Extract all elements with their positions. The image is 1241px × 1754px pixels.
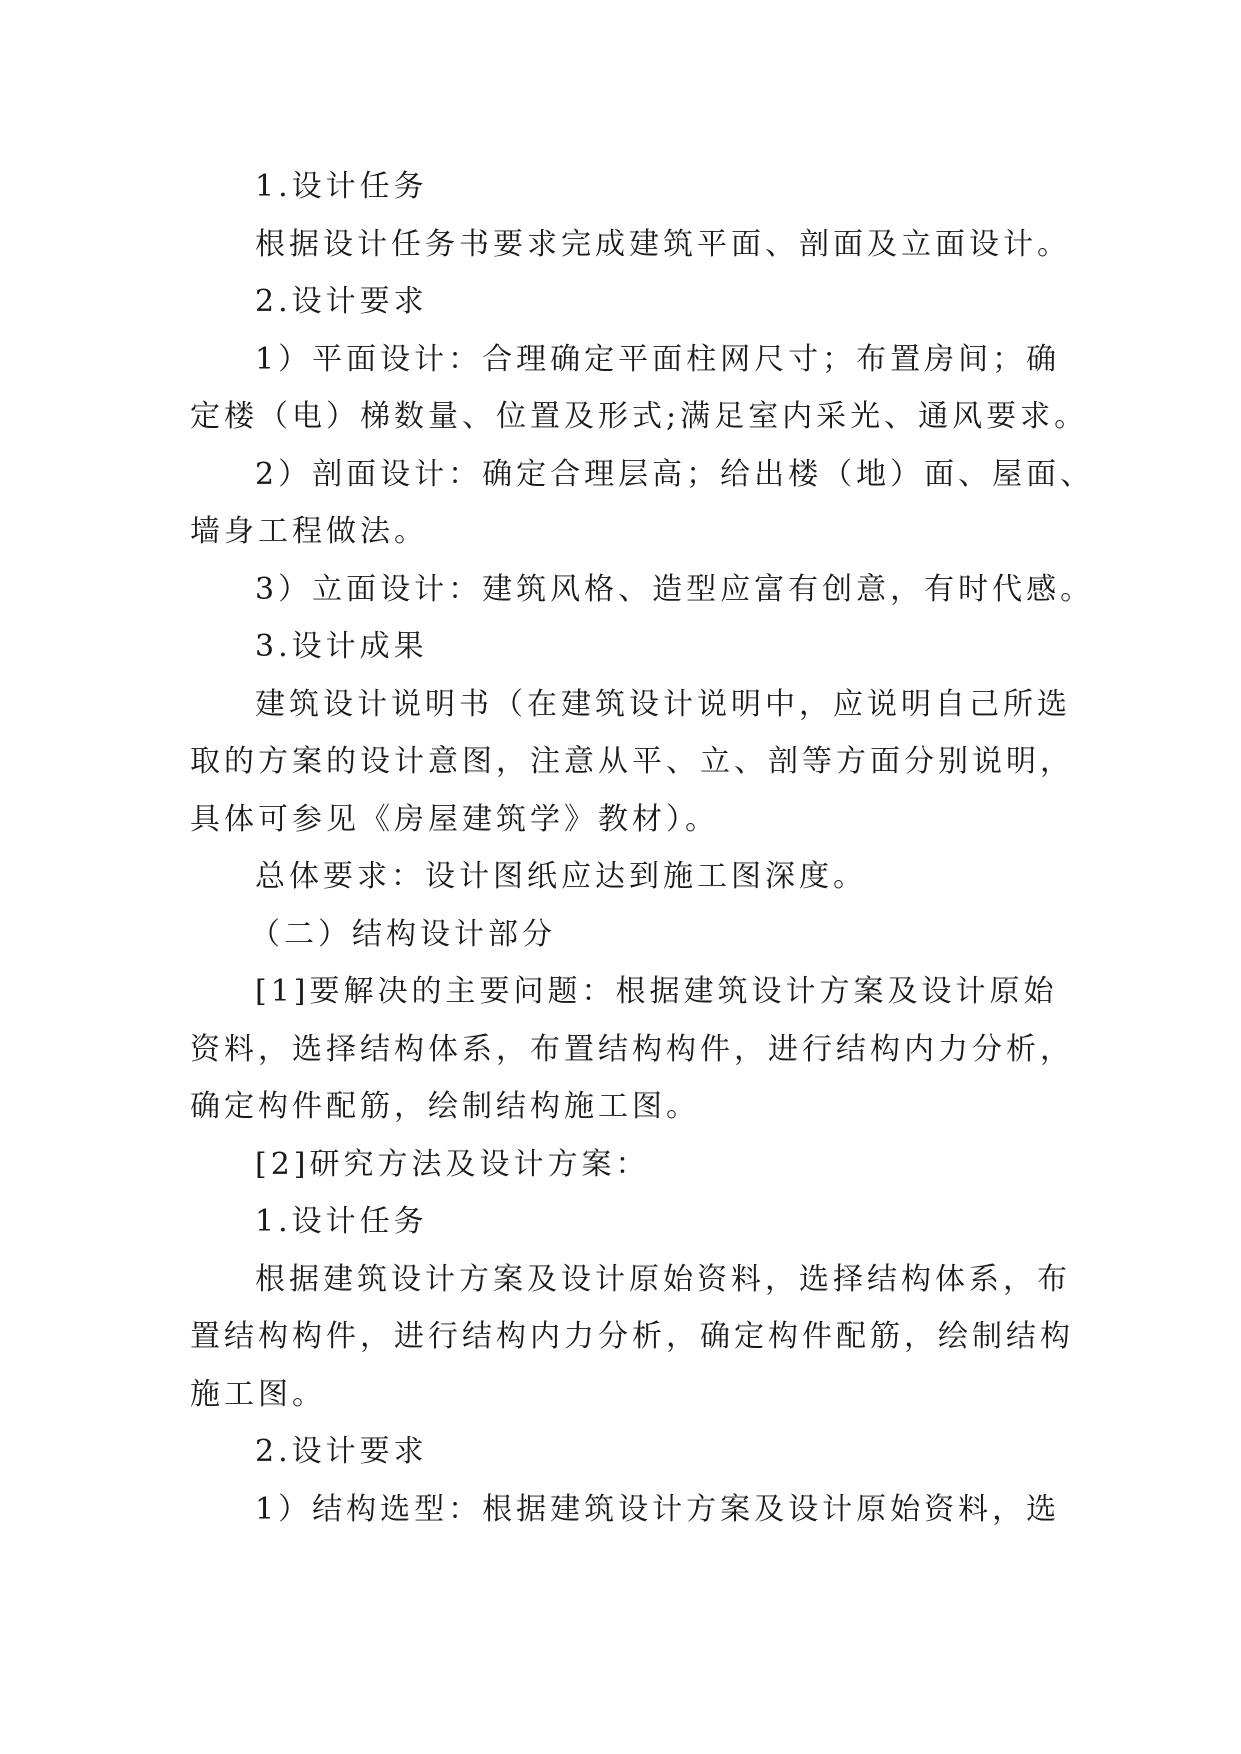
paragraph-line: 资料，选择结构体系，布置结构构件，进行结构内力分析， bbox=[190, 1031, 1074, 1067]
paragraph-line: 定楼（电）梯数量、位置及形式;满足室内采光、通风要求。 bbox=[190, 399, 1089, 434]
paragraph-line: 总体要求：设计图纸应达到施工图深度。 bbox=[255, 859, 867, 894]
document-body bbox=[190, 158, 1095, 1538]
paragraph-line: 1）结构选型：根据建筑设计方案及设计原始资料，选 bbox=[255, 1491, 1061, 1527]
paragraph-line: 1）平面设计：合理确定平面柱网尺寸；布置房间；确 bbox=[255, 341, 1061, 377]
section-heading-design-requirements: 2.设计要求 bbox=[255, 284, 428, 319]
section-heading-design-requirements: 2.设计要求 bbox=[255, 1434, 428, 1469]
paragraph-line: 施工图。 bbox=[190, 1376, 326, 1412]
paragraph-line: [2]研究方法及设计方案： bbox=[255, 1146, 650, 1182]
section-heading-structural-design: （二）结构设计部分 bbox=[250, 916, 556, 952]
paragraph-line: 具体可参见《房屋建筑学》教材）。 bbox=[190, 801, 719, 837]
paragraph-line: 根据建筑设计方案及设计原始资料，选择结构体系，布 bbox=[255, 1261, 1071, 1297]
paragraph-line: 根据设计任务书要求完成建筑平面、剖面及立面设计。 bbox=[255, 226, 1071, 262]
paragraph-line: [1]要解决的主要问题：根据建筑设计方案及设计原始 bbox=[255, 974, 1058, 1009]
paragraph-line: 墙身工程做法。 bbox=[190, 514, 428, 549]
section-heading-design-task: 1.设计任务 bbox=[255, 1204, 428, 1239]
paragraph-line: 确定构件配筋，绘制结构施工图。 bbox=[190, 1089, 700, 1124]
paragraph-line: 取的方案的设计意图，注意从平、立、剖等方面分别说明， bbox=[190, 744, 1074, 779]
paragraph-line: 建筑设计说明书（在建筑设计说明中，应说明自己所选 bbox=[255, 686, 1071, 722]
paragraph-line: 3）立面设计：建筑风格、造型应富有创意，有时代感。 bbox=[255, 571, 1095, 607]
paragraph-line: 2）剖面设计：确定合理层高；给出楼（地）面、屋面、 bbox=[255, 456, 1095, 492]
paragraph-line: 置结构构件，进行结构内力分析，确定构件配筋，绘制结构 bbox=[190, 1319, 1074, 1354]
section-heading-design-results: 3.设计成果 bbox=[255, 629, 428, 664]
section-heading-design-task: 1.设计任务 bbox=[255, 169, 428, 204]
